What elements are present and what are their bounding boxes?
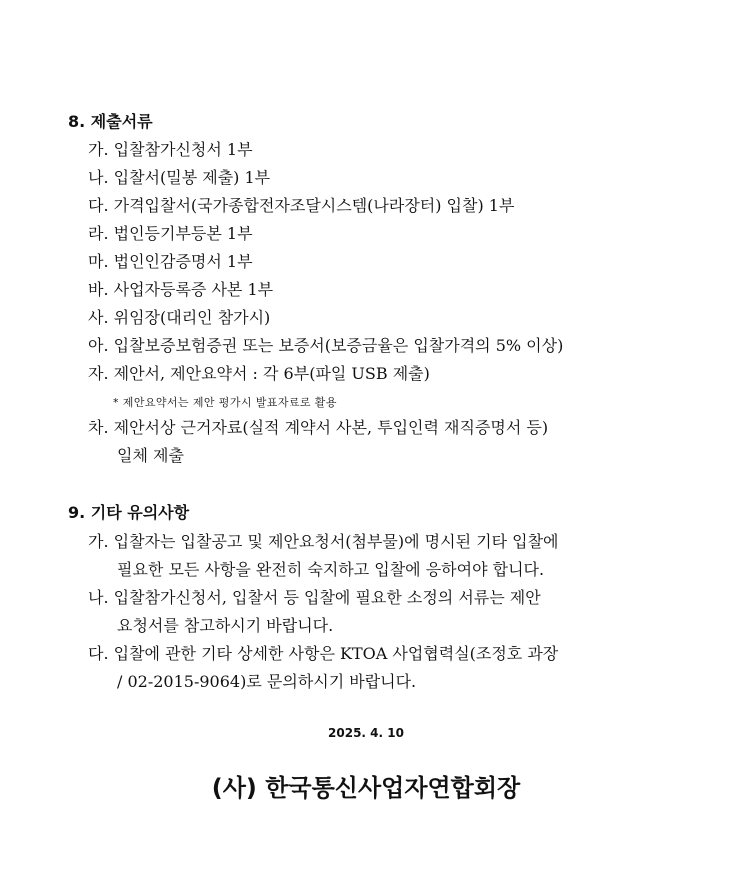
list-item: 다. 가격입찰서(국가종합전자조달시스템(나라장터) 입찰) 1부	[88, 196, 515, 215]
list-item-continuation: 요청서를 참고하시기 바랍니다.	[117, 616, 334, 635]
list-item-continuation: 필요한 모든 사항을 완전히 숙지하고 입찰에 응하여야 합니다.	[117, 560, 545, 579]
note-text: * 제안요약서는 제안 평가시 발표자료로 활용	[113, 396, 337, 409]
list-item: 자. 제안서, 제안요약서 : 각 6부(파일 USB 제출)	[88, 364, 430, 383]
issuing-organization: (사) 한국통신사업자연합회장	[211, 774, 521, 802]
list-item: 나. 입찰참가신청서, 입찰서 등 입찰에 필요한 소정의 서류는 제안	[88, 588, 541, 607]
list-item: 사. 위임장(대리인 참가시)	[88, 308, 271, 327]
list-item: 다. 입찰에 관한 기타 상세한 사항은 KTOA 사업협력실(조정호 과장	[88, 644, 559, 663]
section-9-title: 9. 기타 유의사항	[68, 503, 190, 522]
list-item: 가. 입찰자는 입찰공고 및 제안요청서(첨부물)에 명시된 기타 입찰에	[88, 532, 559, 551]
list-item: 마. 법인인감증명서 1부	[88, 252, 253, 271]
list-item: 나. 입찰서(밀봉 제출) 1부	[88, 168, 271, 187]
document-date: 2025. 4. 10	[328, 726, 404, 740]
list-item: 아. 입찰보증보험증권 또는 보증서(보증금율은 입찰가격의 5% 이상)	[88, 336, 564, 355]
list-item: 차. 제안서상 근거자료(실적 계약서 사본, 투입인력 재직증명서 등)	[88, 418, 549, 437]
list-item-continuation: 일체 제출	[117, 446, 184, 465]
list-item: 가. 입찰참가신청서 1부	[88, 140, 253, 159]
list-item: 라. 법인등기부등본 1부	[88, 224, 253, 243]
list-item: 바. 사업자등록증 사본 1부	[88, 280, 274, 299]
section-8-title: 8. 제출서류	[68, 112, 153, 131]
list-item-continuation: / 02-2015-9064)로 문의하시기 바랍니다.	[117, 672, 417, 691]
